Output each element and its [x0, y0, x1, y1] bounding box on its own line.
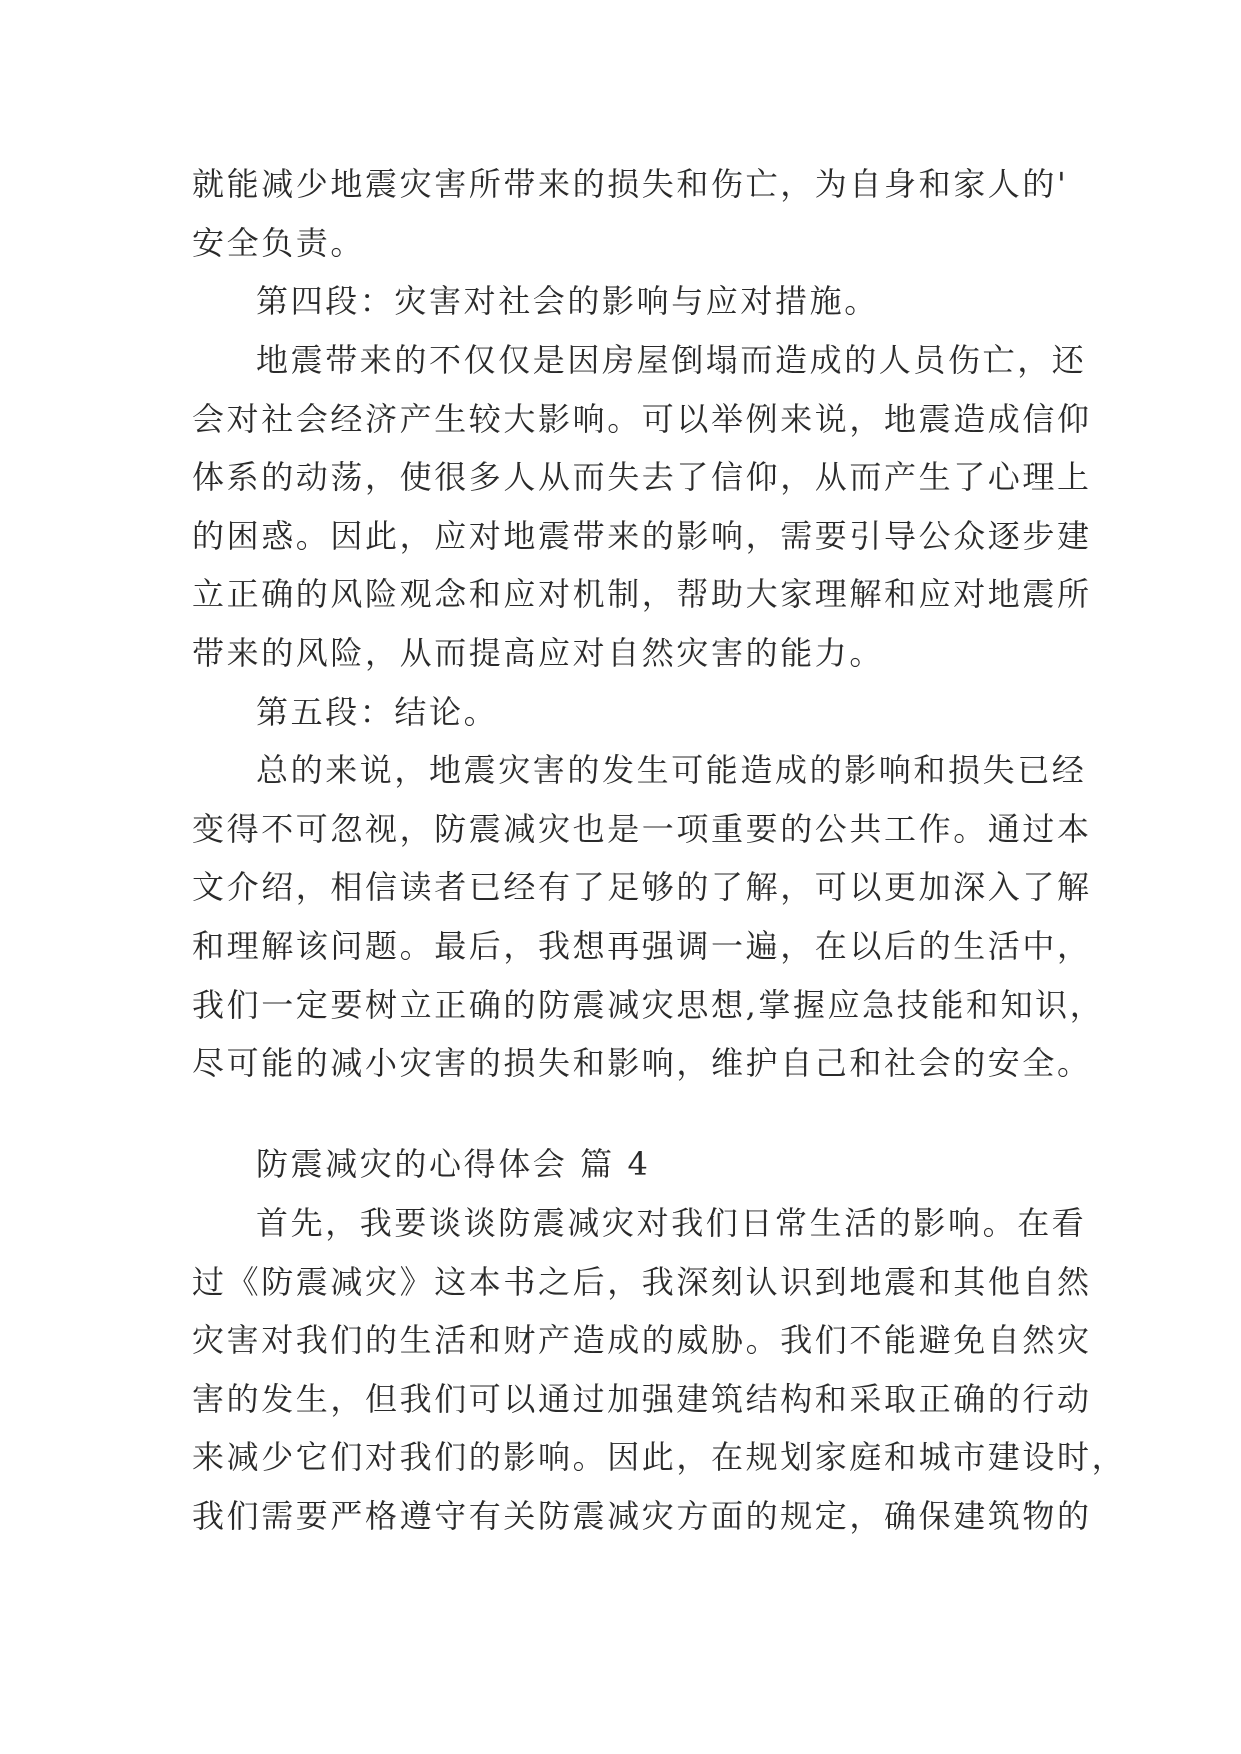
- paragraph-line: 会对社会经济产生较大影响。可以举例来说，地震造成信仰: [192, 400, 1092, 438]
- paragraph-line: 立正确的风险观念和应对机制，帮助大家理解和应对地震所: [192, 575, 1092, 613]
- paragraph-line: 安全负责。: [192, 224, 366, 262]
- paragraph-line: 变得不可忽视，防震减灾也是一项重要的公共工作。通过本: [192, 810, 1092, 848]
- paragraph-line: 总的来说，地震灾害的发生可能造成的影响和损失已经: [256, 751, 1087, 789]
- paragraph-line: 来减少它们对我们的影响。因此，在规划家庭和城市建设时，: [192, 1438, 1127, 1476]
- paragraph-line: 我们需要严格遵守有关防震减灾方面的规定，确保建筑物的: [192, 1497, 1092, 1535]
- paragraph-line: 带来的风险，从而提高应对自然灾害的能力。: [192, 634, 885, 672]
- paragraph-line: 文介绍，相信读者已经有了足够的了解，可以更加深入了解: [192, 868, 1092, 906]
- article-title: 防震减灾的心得体会 篇 4: [256, 1145, 651, 1183]
- paragraph-line: 灾害对我们的生活和财产造成的威胁。我们不能避免自然灾: [192, 1321, 1092, 1359]
- paragraph-line: 和理解该问题。最后，我想再强调一遍，在以后的生活中，: [192, 927, 1092, 965]
- section-heading: 第五段：结论。: [256, 693, 499, 731]
- paragraph-line: 首先，我要谈谈防震减灾对我们日常生活的影响。在看: [256, 1204, 1087, 1242]
- paragraph-line: 我们一定要树立正确的防震减灾思想,掌握应急技能和知识，: [192, 986, 1105, 1024]
- paragraph-line: 过《防震减灾》这本书之后，我深刻认识到地震和其他自然: [192, 1263, 1092, 1301]
- paragraph-line: 地震带来的不仅仅是因房屋倒塌而造成的人员伤亡，还: [256, 341, 1087, 379]
- paragraph-line: 体系的动荡，使很多人从而失去了信仰，从而产生了心理上: [192, 458, 1092, 496]
- section-heading: 第四段：灾害对社会的影响与应对措施。: [256, 282, 879, 320]
- paragraph-line: 的困惑。因此，应对地震带来的影响，需要引导公众逐步建: [192, 517, 1092, 555]
- paragraph-line: 害的发生，但我们可以通过加强建筑结构和采取正确的行动: [192, 1380, 1092, 1418]
- paragraph-line: 就能减少地震灾害所带来的损失和伤亡，为自身和家人的': [192, 165, 1069, 203]
- paragraph-line: 尽可能的减小灾害的损失和影响，维护自己和社会的安全。: [192, 1044, 1092, 1082]
